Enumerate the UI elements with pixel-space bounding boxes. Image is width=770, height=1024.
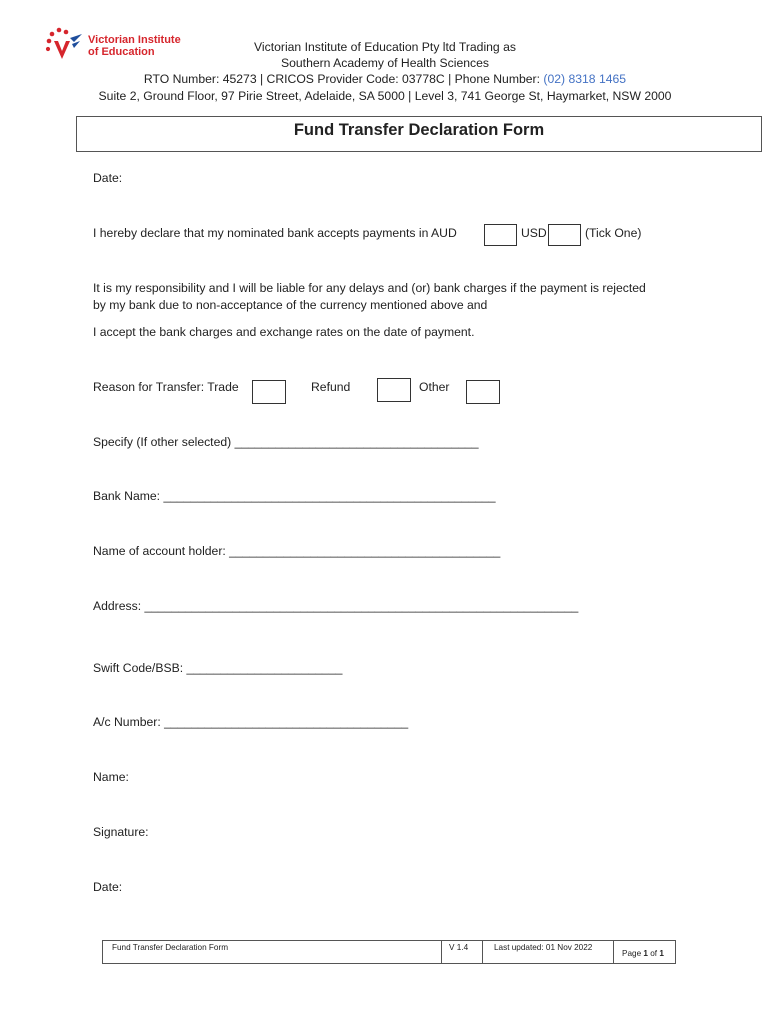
refund-checkbox[interactable] — [377, 378, 411, 402]
account-number-field[interactable]: A/c Number: ____________________________________ — [93, 715, 409, 729]
logo-line-1: Victorian Institute — [88, 34, 181, 46]
bottom-date-label: Date: — [93, 880, 123, 894]
currency-statement: I hereby declare that my nominated bank accepts payments in AUD — [93, 226, 457, 240]
header-line-1: Victorian Institute of Education Pty ltd Trading as — [254, 40, 516, 54]
page-of: of — [647, 949, 660, 958]
page-current: 1 — [643, 949, 648, 958]
page-prefix: Page — [622, 949, 644, 958]
footer-last-updated: Last updated: 01 Nov 2022 — [494, 943, 593, 952]
trade-checkbox[interactable] — [252, 380, 286, 404]
accept-statement: I accept the bank charges and exchange rates on the date of payment. — [93, 325, 475, 339]
phone-number: (02) 8318 1465 — [543, 72, 627, 86]
header-line-4: Suite 2, Ground Floor, 97 Pirie Street, Adelaide, SA 5000 | Level 3, 741 George St, Haymarket, NSW 2000 — [98, 89, 672, 103]
reason-trade-label: Reason for Transfer: Trade — [93, 380, 239, 394]
page-total: 1 — [659, 949, 664, 958]
footer-divider — [613, 940, 614, 964]
reason-refund-label: Refund — [311, 380, 351, 394]
tick-one-label: (Tick One) — [585, 226, 642, 240]
specify-field[interactable]: Specify (If other selected) ____________________________________ — [93, 435, 479, 449]
signature-label: Signature: — [93, 825, 149, 839]
header-line-3-text: RTO Number: 45273 | CRICOS Provider Code: 03778C | Phone Number: — [143, 72, 544, 86]
usd-checkbox[interactable] — [548, 224, 581, 246]
footer-page-number — [622, 949, 664, 958]
logo-line-2: of Education — [88, 46, 155, 58]
swift-bsb-field[interactable]: Swift Code/BSB: _______________________ — [93, 661, 343, 675]
header-line-2: Southern Academy of Health Sciences — [281, 56, 489, 70]
usd-label: USD — [521, 226, 547, 240]
reason-other-label: Other — [419, 380, 450, 394]
bank-name-field[interactable]: Bank Name: _________________________________________________ — [93, 489, 496, 503]
responsibility-line-1: It is my responsibility and I will be liable for any delays and (or) bank charges if the payment is rejected — [93, 281, 646, 295]
form-title: Fund Transfer Declaration Form — [293, 121, 545, 139]
footer-version: V 1.4 — [449, 943, 469, 952]
footer-divider — [441, 940, 442, 964]
footer-divider — [482, 940, 483, 964]
footer-form-name: Fund Transfer Declaration Form — [112, 943, 229, 952]
account-holder-field[interactable]: Name of account holder: ________________________________________ — [93, 544, 501, 558]
address-field[interactable]: Address: ________________________________________________________________ — [93, 599, 579, 613]
responsibility-line-2: by my bank due to non-acceptance of the currency mentioned above and — [93, 298, 488, 312]
other-checkbox[interactable] — [466, 380, 500, 404]
name-label: Name: — [93, 770, 129, 784]
header-line-3 — [0, 72, 770, 86]
aud-checkbox[interactable] — [484, 224, 517, 246]
date-label: Date: — [93, 171, 123, 185]
